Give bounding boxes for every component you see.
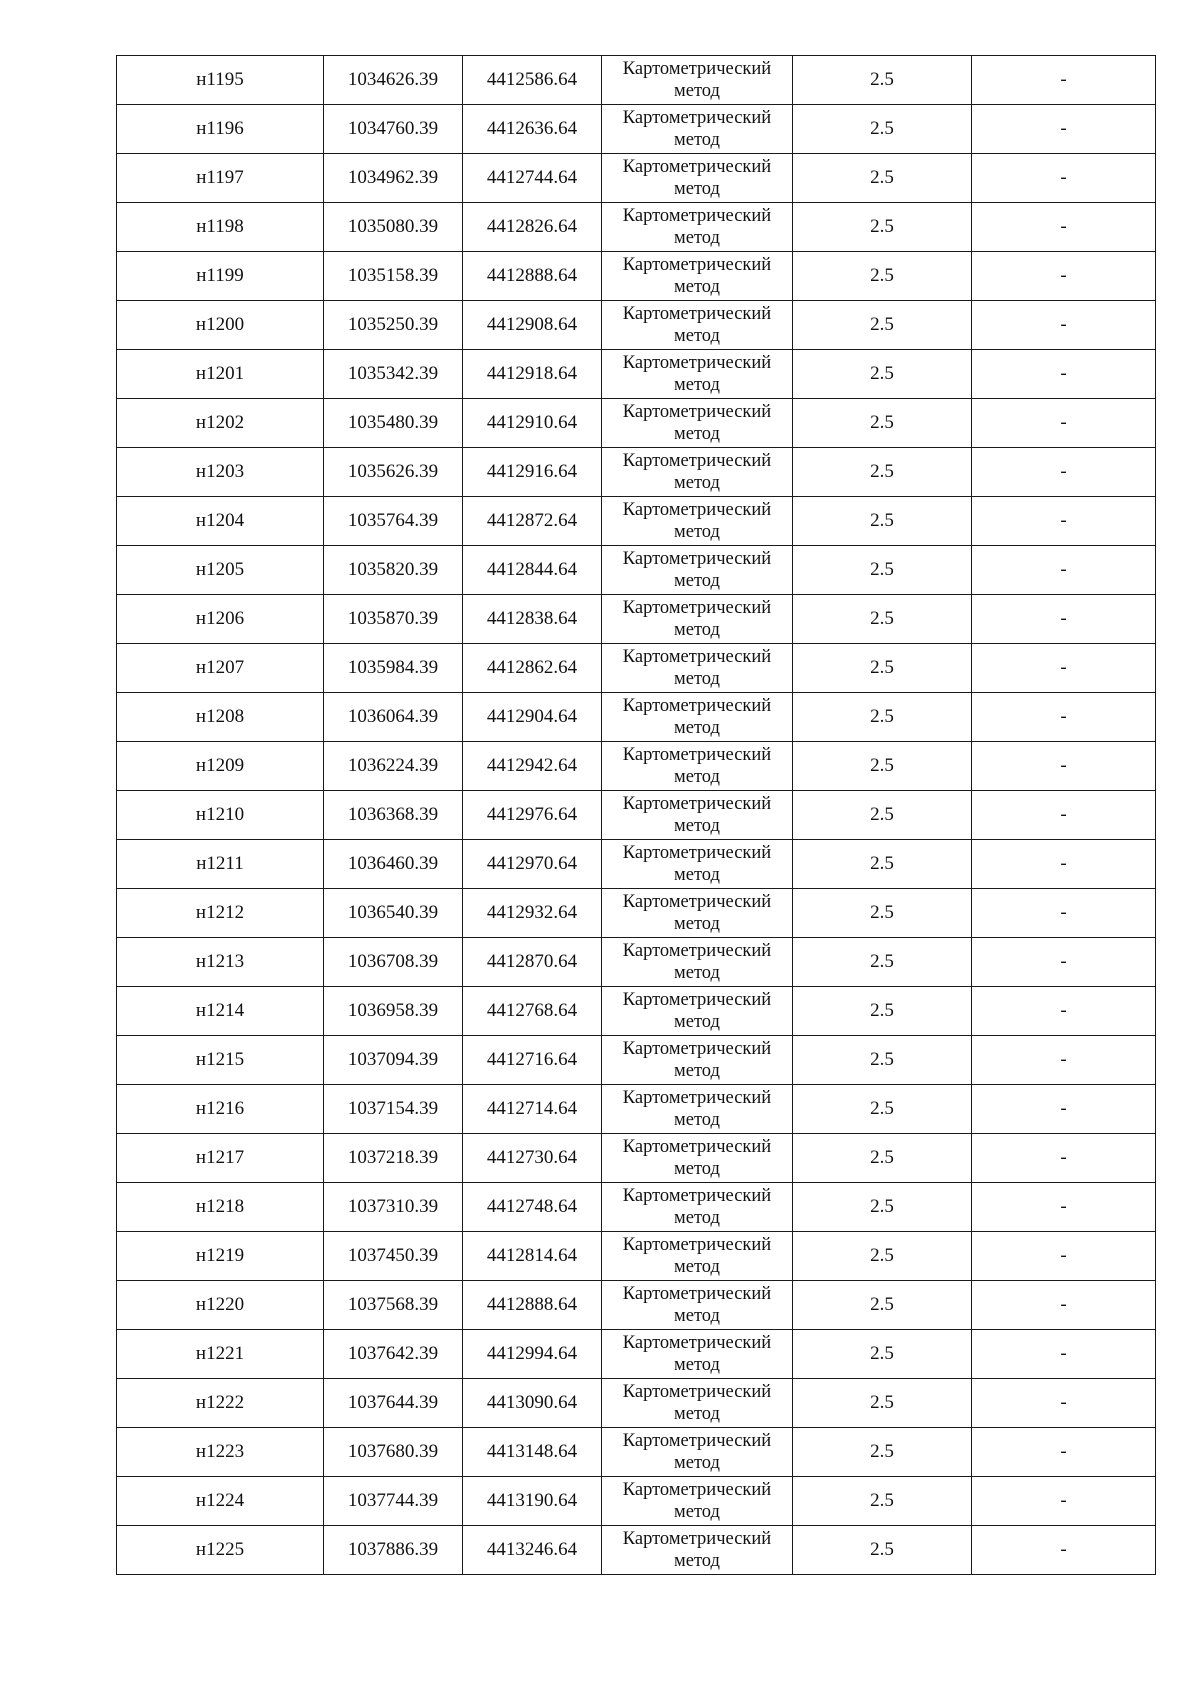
method-line-1: Картометрический	[622, 157, 772, 177]
point-id-cell: н1206	[117, 595, 324, 644]
method-cell	[602, 791, 793, 840]
accuracy-cell: 2.5	[793, 154, 972, 203]
point-id-cell: н1214	[117, 987, 324, 1036]
accuracy-cell: 2.5	[793, 1232, 972, 1281]
note-cell: -	[972, 938, 1156, 987]
note-cell: -	[972, 693, 1156, 742]
coordinates-table	[116, 55, 1156, 1575]
method-line-2: метод	[674, 865, 720, 885]
point-id-cell: н1224	[117, 1477, 324, 1526]
note-cell: -	[972, 301, 1156, 350]
method-line-2: метод	[674, 473, 720, 493]
table-row	[117, 56, 1156, 105]
method-line-1: Картометрический	[622, 941, 772, 961]
point-id-cell: н1220	[117, 1281, 324, 1330]
x-coordinate-cell: 1036460.39	[324, 840, 463, 889]
accuracy-cell: 2.5	[793, 399, 972, 448]
accuracy-cell: 2.5	[793, 252, 972, 301]
accuracy-cell: 2.5	[793, 546, 972, 595]
method-line-2: метод	[674, 1355, 720, 1375]
method-line-2: метод	[674, 620, 720, 640]
method-line-1: Картометрический	[622, 1480, 772, 1500]
note-cell: -	[972, 1379, 1156, 1428]
method-line-2: метод	[674, 1159, 720, 1179]
method-cell	[602, 1036, 793, 1085]
method-line-1: Картометрический	[622, 304, 772, 324]
note-cell: -	[972, 105, 1156, 154]
method-line-1: Картометрический	[622, 1039, 772, 1059]
y-coordinate-cell: 4413090.64	[463, 1379, 602, 1428]
table-row	[117, 1183, 1156, 1232]
accuracy-cell: 2.5	[793, 938, 972, 987]
note-cell: -	[972, 252, 1156, 301]
x-coordinate-cell: 1036224.39	[324, 742, 463, 791]
x-coordinate-cell: 1035158.39	[324, 252, 463, 301]
method-line-2: метод	[674, 1551, 720, 1571]
point-id-cell: н1198	[117, 203, 324, 252]
x-coordinate-cell: 1037154.39	[324, 1085, 463, 1134]
accuracy-cell: 2.5	[793, 1379, 972, 1428]
method-cell	[602, 203, 793, 252]
point-id-cell: н1215	[117, 1036, 324, 1085]
method-line-1: Картометрический	[622, 1284, 772, 1304]
accuracy-cell: 2.5	[793, 350, 972, 399]
note-cell: -	[972, 448, 1156, 497]
method-line-2: метод	[674, 718, 720, 738]
method-line-2: метод	[674, 1110, 720, 1130]
table-row	[117, 791, 1156, 840]
point-id-cell: н1203	[117, 448, 324, 497]
y-coordinate-cell: 4412862.64	[463, 644, 602, 693]
x-coordinate-cell: 1037886.39	[324, 1526, 463, 1575]
method-cell	[602, 1085, 793, 1134]
x-coordinate-cell: 1035984.39	[324, 644, 463, 693]
accuracy-cell: 2.5	[793, 105, 972, 154]
method-line-2: метод	[674, 130, 720, 150]
point-id-cell: н1205	[117, 546, 324, 595]
table-row	[117, 154, 1156, 203]
method-cell	[602, 1428, 793, 1477]
y-coordinate-cell: 4412942.64	[463, 742, 602, 791]
point-id-cell: н1217	[117, 1134, 324, 1183]
accuracy-cell: 2.5	[793, 56, 972, 105]
note-cell: -	[972, 1183, 1156, 1232]
accuracy-cell: 2.5	[793, 595, 972, 644]
y-coordinate-cell: 4412844.64	[463, 546, 602, 595]
method-line-1: Картометрический	[622, 647, 772, 667]
y-coordinate-cell: 4412888.64	[463, 252, 602, 301]
point-id-cell: н1209	[117, 742, 324, 791]
table-row	[117, 350, 1156, 399]
x-coordinate-cell: 1034626.39	[324, 56, 463, 105]
method-cell	[602, 1379, 793, 1428]
table-row	[117, 1379, 1156, 1428]
y-coordinate-cell: 4413190.64	[463, 1477, 602, 1526]
method-cell	[602, 1281, 793, 1330]
accuracy-cell: 2.5	[793, 1183, 972, 1232]
method-line-2: метод	[674, 914, 720, 934]
y-coordinate-cell: 4412826.64	[463, 203, 602, 252]
method-line-1: Картометрический	[622, 1137, 772, 1157]
x-coordinate-cell: 1036064.39	[324, 693, 463, 742]
table-row	[117, 889, 1156, 938]
x-coordinate-cell: 1034760.39	[324, 105, 463, 154]
method-cell	[602, 105, 793, 154]
point-id-cell: н1200	[117, 301, 324, 350]
table-row	[117, 252, 1156, 301]
x-coordinate-cell: 1036708.39	[324, 938, 463, 987]
point-id-cell: н1223	[117, 1428, 324, 1477]
note-cell: -	[972, 497, 1156, 546]
method-line-1: Картометрический	[622, 892, 772, 912]
method-cell	[602, 644, 793, 693]
method-line-1: Картометрический	[622, 1333, 772, 1353]
x-coordinate-cell: 1035870.39	[324, 595, 463, 644]
table-row	[117, 448, 1156, 497]
x-coordinate-cell: 1037568.39	[324, 1281, 463, 1330]
y-coordinate-cell: 4412636.64	[463, 105, 602, 154]
point-id-cell: н1201	[117, 350, 324, 399]
table-row	[117, 840, 1156, 889]
table-row	[117, 938, 1156, 987]
point-id-cell: н1216	[117, 1085, 324, 1134]
method-cell	[602, 399, 793, 448]
table-row	[117, 1281, 1156, 1330]
method-line-1: Картометрический	[622, 255, 772, 275]
y-coordinate-cell: 4412714.64	[463, 1085, 602, 1134]
point-id-cell: н1221	[117, 1330, 324, 1379]
table-row	[117, 1526, 1156, 1575]
note-cell: -	[972, 1330, 1156, 1379]
method-line-1: Картометрический	[622, 1088, 772, 1108]
accuracy-cell: 2.5	[793, 497, 972, 546]
y-coordinate-cell: 4412730.64	[463, 1134, 602, 1183]
y-coordinate-cell: 4412838.64	[463, 595, 602, 644]
point-id-cell: н1210	[117, 791, 324, 840]
method-line-1: Картометрический	[622, 696, 772, 716]
method-line-2: метод	[674, 571, 720, 591]
point-id-cell: н1225	[117, 1526, 324, 1575]
method-cell	[602, 1134, 793, 1183]
accuracy-cell: 2.5	[793, 1428, 972, 1477]
method-cell	[602, 448, 793, 497]
note-cell: -	[972, 791, 1156, 840]
method-line-1: Картометрический	[622, 990, 772, 1010]
method-line-1: Картометрический	[622, 108, 772, 128]
note-cell: -	[972, 1477, 1156, 1526]
method-line-2: метод	[674, 326, 720, 346]
method-cell	[602, 938, 793, 987]
y-coordinate-cell: 4413246.64	[463, 1526, 602, 1575]
point-id-cell: н1199	[117, 252, 324, 301]
x-coordinate-cell: 1037450.39	[324, 1232, 463, 1281]
table-row	[117, 1036, 1156, 1085]
method-cell	[602, 497, 793, 546]
method-cell	[602, 889, 793, 938]
method-line-2: метод	[674, 1012, 720, 1032]
y-coordinate-cell: 4412748.64	[463, 1183, 602, 1232]
x-coordinate-cell: 1036368.39	[324, 791, 463, 840]
method-cell	[602, 1183, 793, 1232]
accuracy-cell: 2.5	[793, 889, 972, 938]
method-line-1: Картометрический	[622, 402, 772, 422]
method-line-2: метод	[674, 375, 720, 395]
method-line-1: Картометрический	[622, 500, 772, 520]
accuracy-cell: 2.5	[793, 840, 972, 889]
x-coordinate-cell: 1037680.39	[324, 1428, 463, 1477]
accuracy-cell: 2.5	[793, 301, 972, 350]
accuracy-cell: 2.5	[793, 1330, 972, 1379]
accuracy-cell: 2.5	[793, 1526, 972, 1575]
point-id-cell: н1219	[117, 1232, 324, 1281]
method-cell	[602, 154, 793, 203]
method-line-1: Картометрический	[622, 1186, 772, 1206]
method-line-1: Картометрический	[622, 1235, 772, 1255]
accuracy-cell: 2.5	[793, 987, 972, 1036]
y-coordinate-cell: 4412716.64	[463, 1036, 602, 1085]
note-cell: -	[972, 546, 1156, 595]
point-id-cell: н1196	[117, 105, 324, 154]
point-id-cell: н1204	[117, 497, 324, 546]
accuracy-cell: 2.5	[793, 742, 972, 791]
method-cell	[602, 840, 793, 889]
note-cell: -	[972, 987, 1156, 1036]
method-cell	[602, 1330, 793, 1379]
table-row	[117, 693, 1156, 742]
table-row	[117, 1232, 1156, 1281]
point-id-cell: н1197	[117, 154, 324, 203]
table-row	[117, 742, 1156, 791]
method-line-2: метод	[674, 669, 720, 689]
method-line-1: Картометрический	[622, 206, 772, 226]
method-line-2: метод	[674, 1061, 720, 1081]
accuracy-cell: 2.5	[793, 1036, 972, 1085]
note-cell: -	[972, 1526, 1156, 1575]
note-cell: -	[972, 595, 1156, 644]
table-row	[117, 105, 1156, 154]
table-row	[117, 644, 1156, 693]
x-coordinate-cell: 1037218.39	[324, 1134, 463, 1183]
table-row	[117, 546, 1156, 595]
method-cell	[602, 1526, 793, 1575]
x-coordinate-cell: 1037094.39	[324, 1036, 463, 1085]
method-line-1: Картометрический	[622, 843, 772, 863]
point-id-cell: н1208	[117, 693, 324, 742]
note-cell: -	[972, 644, 1156, 693]
method-line-2: метод	[674, 1453, 720, 1473]
table-body	[117, 56, 1156, 1575]
method-line-2: метод	[674, 179, 720, 199]
y-coordinate-cell: 4412932.64	[463, 889, 602, 938]
note-cell: -	[972, 399, 1156, 448]
y-coordinate-cell: 4412910.64	[463, 399, 602, 448]
table-row	[117, 987, 1156, 1036]
method-line-2: метод	[674, 1257, 720, 1277]
method-cell	[602, 350, 793, 399]
x-coordinate-cell: 1034962.39	[324, 154, 463, 203]
x-coordinate-cell: 1037310.39	[324, 1183, 463, 1232]
note-cell: -	[972, 742, 1156, 791]
y-coordinate-cell: 4412904.64	[463, 693, 602, 742]
table-row	[117, 1330, 1156, 1379]
y-coordinate-cell: 4413148.64	[463, 1428, 602, 1477]
x-coordinate-cell: 1036540.39	[324, 889, 463, 938]
method-cell	[602, 987, 793, 1036]
x-coordinate-cell: 1035480.39	[324, 399, 463, 448]
y-coordinate-cell: 4412916.64	[463, 448, 602, 497]
table-row	[117, 497, 1156, 546]
method-line-1: Картометрический	[622, 794, 772, 814]
y-coordinate-cell: 4412870.64	[463, 938, 602, 987]
method-cell	[602, 693, 793, 742]
note-cell: -	[972, 1134, 1156, 1183]
y-coordinate-cell: 4412872.64	[463, 497, 602, 546]
x-coordinate-cell: 1035764.39	[324, 497, 463, 546]
note-cell: -	[972, 1085, 1156, 1134]
method-line-2: метод	[674, 816, 720, 836]
point-id-cell: н1212	[117, 889, 324, 938]
table-row	[117, 1134, 1156, 1183]
method-cell	[602, 742, 793, 791]
method-line-2: метод	[674, 767, 720, 787]
point-id-cell: н1222	[117, 1379, 324, 1428]
note-cell: -	[972, 1428, 1156, 1477]
table-row	[117, 301, 1156, 350]
y-coordinate-cell: 4412888.64	[463, 1281, 602, 1330]
method-line-1: Картометрический	[622, 549, 772, 569]
table-row	[117, 1085, 1156, 1134]
x-coordinate-cell: 1036958.39	[324, 987, 463, 1036]
point-id-cell: н1207	[117, 644, 324, 693]
method-line-1: Картометрический	[622, 745, 772, 765]
accuracy-cell: 2.5	[793, 791, 972, 840]
method-line-2: метод	[674, 1404, 720, 1424]
x-coordinate-cell: 1037644.39	[324, 1379, 463, 1428]
method-line-1: Картометрический	[622, 59, 772, 79]
y-coordinate-cell: 4412744.64	[463, 154, 602, 203]
y-coordinate-cell: 4412994.64	[463, 1330, 602, 1379]
method-line-2: метод	[674, 522, 720, 542]
method-cell	[602, 301, 793, 350]
note-cell: -	[972, 1036, 1156, 1085]
x-coordinate-cell: 1035820.39	[324, 546, 463, 595]
y-coordinate-cell: 4412976.64	[463, 791, 602, 840]
method-cell	[602, 1232, 793, 1281]
method-line-1: Картометрический	[622, 1431, 772, 1451]
y-coordinate-cell: 4412768.64	[463, 987, 602, 1036]
table-row	[117, 1428, 1156, 1477]
x-coordinate-cell: 1035626.39	[324, 448, 463, 497]
note-cell: -	[972, 350, 1156, 399]
table-row	[117, 595, 1156, 644]
note-cell: -	[972, 1281, 1156, 1330]
accuracy-cell: 2.5	[793, 1085, 972, 1134]
x-coordinate-cell: 1035342.39	[324, 350, 463, 399]
method-line-2: метод	[674, 1502, 720, 1522]
x-coordinate-cell: 1035250.39	[324, 301, 463, 350]
method-line-2: метод	[674, 424, 720, 444]
method-line-1: Картометрический	[622, 1382, 772, 1402]
y-coordinate-cell: 4412918.64	[463, 350, 602, 399]
point-id-cell: н1213	[117, 938, 324, 987]
method-line-2: метод	[674, 277, 720, 297]
accuracy-cell: 2.5	[793, 448, 972, 497]
note-cell: -	[972, 203, 1156, 252]
point-id-cell: н1211	[117, 840, 324, 889]
x-coordinate-cell: 1037642.39	[324, 1330, 463, 1379]
accuracy-cell: 2.5	[793, 1477, 972, 1526]
point-id-cell: н1202	[117, 399, 324, 448]
y-coordinate-cell: 4412970.64	[463, 840, 602, 889]
y-coordinate-cell: 4412814.64	[463, 1232, 602, 1281]
method-line-2: метод	[674, 963, 720, 983]
y-coordinate-cell: 4412908.64	[463, 301, 602, 350]
y-coordinate-cell: 4412586.64	[463, 56, 602, 105]
method-line-1: Картометрический	[622, 598, 772, 618]
point-id-cell: н1218	[117, 1183, 324, 1232]
method-line-1: Картометрический	[622, 1529, 772, 1549]
method-line-1: Картометрический	[622, 353, 772, 373]
accuracy-cell: 2.5	[793, 693, 972, 742]
table-row	[117, 203, 1156, 252]
accuracy-cell: 2.5	[793, 644, 972, 693]
method-cell	[602, 252, 793, 301]
accuracy-cell: 2.5	[793, 203, 972, 252]
x-coordinate-cell: 1037744.39	[324, 1477, 463, 1526]
method-line-2: метод	[674, 81, 720, 101]
method-line-2: метод	[674, 228, 720, 248]
note-cell: -	[972, 1232, 1156, 1281]
method-line-2: метод	[674, 1208, 720, 1228]
method-cell	[602, 56, 793, 105]
table-row	[117, 1477, 1156, 1526]
point-id-cell: н1195	[117, 56, 324, 105]
note-cell: -	[972, 840, 1156, 889]
x-coordinate-cell: 1035080.39	[324, 203, 463, 252]
method-cell	[602, 595, 793, 644]
method-cell	[602, 1477, 793, 1526]
method-cell	[602, 546, 793, 595]
table-row	[117, 399, 1156, 448]
accuracy-cell: 2.5	[793, 1134, 972, 1183]
accuracy-cell: 2.5	[793, 1281, 972, 1330]
note-cell: -	[972, 56, 1156, 105]
method-line-1: Картометрический	[622, 451, 772, 471]
note-cell: -	[972, 154, 1156, 203]
note-cell: -	[972, 889, 1156, 938]
method-line-2: метод	[674, 1306, 720, 1326]
